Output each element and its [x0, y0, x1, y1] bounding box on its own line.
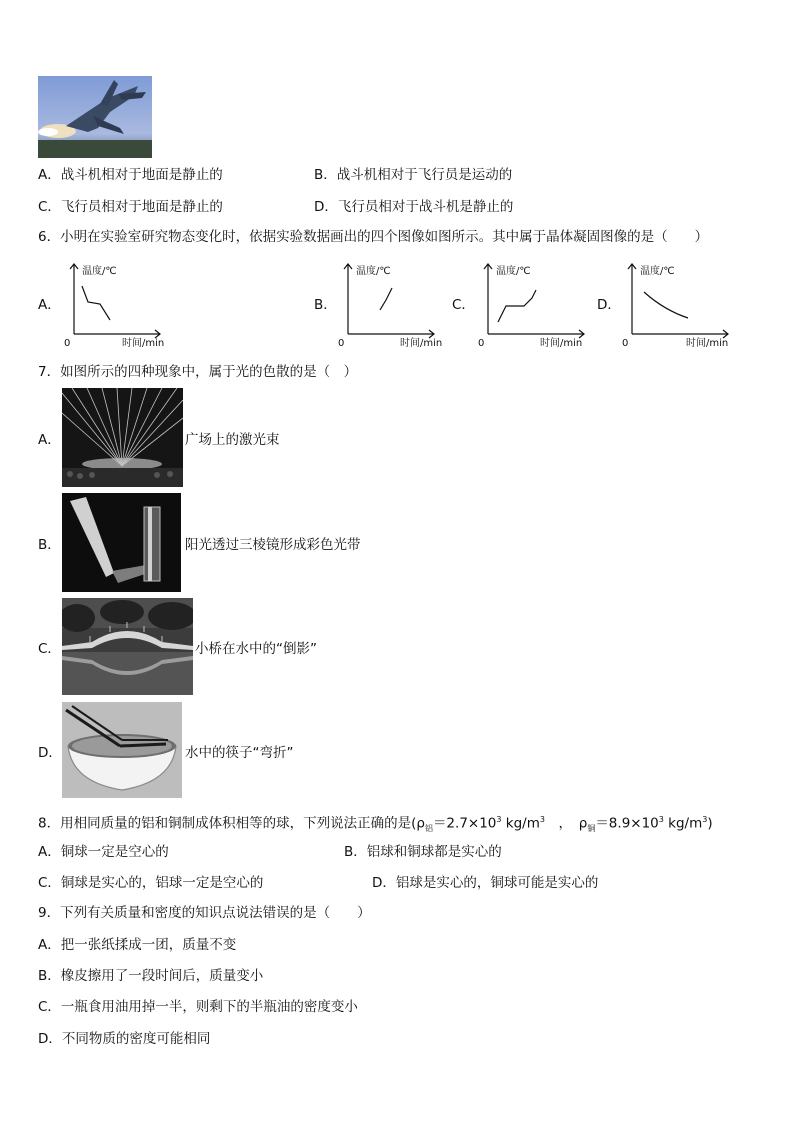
graph-ylabel: 温度/℃ [496, 266, 531, 277]
q7-option-d-letter: D． [38, 745, 62, 761]
rho-cu-value: ＝8.9×10 [595, 815, 659, 832]
q9-option-c: C．一瓶食用油用掉一半，则剩下的半瓶油的密度变小 [38, 999, 358, 1015]
q8-option-c: C．铜球是实心的，铝球一定是空心的 [38, 875, 264, 891]
laser-square-photo [62, 388, 183, 487]
q7-option-b-letter: B． [38, 537, 61, 553]
unit-cu: kg/m [663, 815, 703, 832]
unit-al: kg/m [501, 815, 540, 832]
prism-photo [62, 493, 181, 592]
q9-option-d: D．不同物质的密度可能相同 [38, 1031, 211, 1047]
q6-stem: 6．小明在实验室研究物态变化时，依据实验数据画出的四个图像如图所示。其中属于晶体凝固图像的是（ ） [38, 229, 709, 245]
q7-option-b-text: 阳光透过三棱镜形成彩色光带 [185, 537, 361, 553]
q5-option-b: B．战斗机相对于飞行员是运动的 [314, 167, 513, 183]
graph-xlabel: 时间/min [540, 338, 583, 349]
q8-option-d: D．铝球是实心的，铜球可能是实心的 [372, 875, 599, 891]
q5-option-d: D．飞行员相对于战斗机是静止的 [314, 199, 514, 215]
q7-option-a-letter: A． [38, 432, 61, 448]
q9-option-a: A．把一张纸揉成一团，质量不变 [38, 937, 237, 953]
graph-ylabel: 温度/℃ [82, 266, 117, 277]
rho-al-exponent: 3 [496, 815, 502, 824]
unit-al-exponent: 3 [539, 815, 545, 824]
graph-xlabel: 时间/min [686, 338, 729, 349]
graph-origin: 0 [338, 338, 345, 349]
graph-xlabel: 时间/min [122, 338, 165, 349]
q7-option-a-text: 广场上的激光束 [185, 432, 280, 448]
fighter-jet-photo [38, 76, 152, 158]
q7-stem: 7．如图所示的四种现象中，属于光的色散的是（ ） [38, 364, 358, 380]
q6-option-a-letter: A． [38, 297, 61, 313]
q5-option-a: A．战斗机相对于地面是静止的 [38, 167, 223, 183]
chopsticks-bowl-photo [62, 702, 182, 798]
q6-graph-b [334, 260, 454, 350]
rho-al-subscript: 铝 [424, 824, 433, 834]
q6-graph-a [60, 260, 180, 350]
q6-option-c-letter: C． [452, 297, 475, 313]
separator: ， ρ [544, 815, 588, 832]
q5-option-c: C．飞行员相对于地面是静止的 [38, 199, 223, 215]
q9-option-b: B．橡皮擦用了一段时间后，质量变小 [38, 968, 264, 984]
q6-option-b-letter: B． [314, 297, 337, 313]
rho-cu-subscript: 铜 [587, 824, 596, 834]
q8-stem [38, 811, 713, 838]
graph-origin: 0 [478, 338, 485, 349]
graph-origin: 0 [64, 338, 71, 349]
graph-origin: 0 [622, 338, 629, 349]
unit-cu-exponent: 3 [702, 815, 708, 824]
q9-stem: 9．下列有关质量和密度的知识点说法错误的是（ ） [38, 905, 371, 921]
q7-option-c-text: 小桥在水中的“倒影” [195, 641, 317, 657]
bridge-reflection-photo [62, 598, 193, 695]
rho-cu-exponent: 3 [658, 815, 664, 824]
q6-graph-d [618, 260, 748, 350]
graph-ylabel: 温度/℃ [640, 266, 675, 277]
q7-option-c-letter: C． [38, 641, 61, 657]
graph-xlabel: 时间/min [400, 338, 443, 349]
q8-stem-main: 8．用相同质量的铝和铜制成体积相等的球，下列说法正确的是(ρ [38, 815, 425, 832]
q7-option-d-text: 水中的筷子“弯折” [185, 745, 294, 761]
q6-graph-c [474, 260, 604, 350]
graph-ylabel: 温度/℃ [356, 266, 391, 277]
rho-al-value: ＝2.7×10 [432, 815, 497, 832]
q8-option-b: B．铝球和铜球都是实心的 [344, 844, 502, 860]
close-paren: ) [707, 815, 713, 832]
q8-option-a: A．铜球一定是空心的 [38, 844, 169, 860]
q6-option-d-letter: D． [597, 297, 621, 313]
